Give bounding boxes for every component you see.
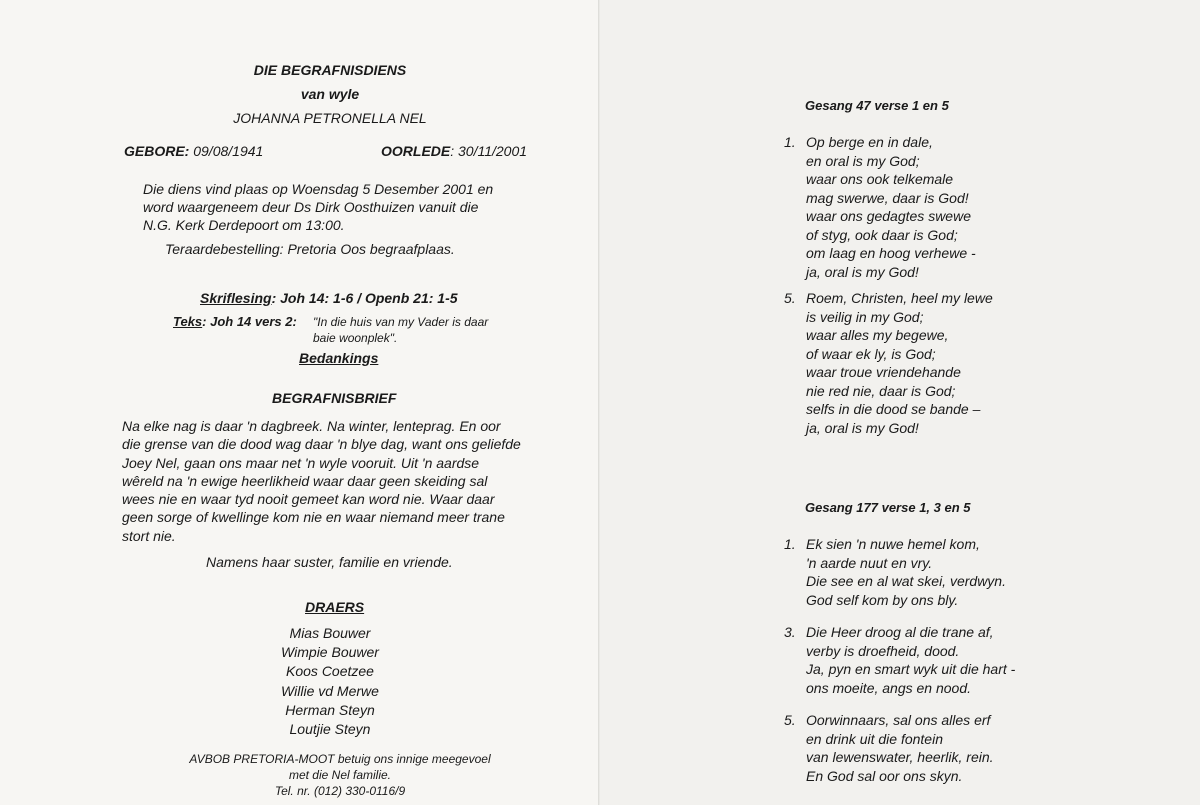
verse-number: 1.	[784, 134, 796, 150]
hymn1-verse-5	[784, 289, 993, 437]
verse-line: Oorwinnaars, sal ons alles erf	[806, 712, 991, 728]
sermon-text-row	[173, 314, 297, 329]
letter-line: geen sorge of kwellinge kom nie en waar niemand meer trane	[122, 509, 505, 526]
verse-line: en drink uit die fontein	[806, 730, 943, 747]
text-label: Teks	[173, 314, 203, 329]
hymn1-title: Gesang 47 verse 1 en 5	[805, 98, 949, 113]
hymn2-verse-1	[784, 535, 1006, 609]
letter-line: die grense van die dood wag daar 'n blye dag, want ons geliefde	[122, 436, 521, 453]
verse-line: 'n aarde nuut en vry.	[806, 554, 933, 571]
verse-line: Ja, pyn en smart wyk uit die hart -	[806, 661, 1016, 677]
scripture-reading	[200, 290, 458, 306]
verse-number: 5.	[784, 290, 796, 306]
verse-line: of waar ek ly, is God;	[806, 345, 936, 362]
verse-line: selfs in die dood se bande –	[806, 401, 981, 417]
bearer: Willie vd Merwe	[281, 682, 379, 699]
born-label: GEBORE:	[124, 143, 190, 159]
thanks-heading: Bedankings	[299, 350, 379, 366]
bearers-title: DRAERS	[305, 599, 365, 615]
hymn1-verse-1	[784, 133, 976, 281]
born-row	[124, 143, 263, 159]
died-colon: :	[450, 143, 455, 159]
verse-line: Roem, Christen, heel my lewe	[806, 290, 993, 306]
bearer: Loutjie Steyn	[289, 721, 371, 738]
deceased-name: JOHANNA PETRONELLA NEL	[233, 110, 427, 126]
verse-number: 3.	[784, 624, 796, 640]
scripture-label: Skriflesing	[200, 290, 272, 306]
verse-line: is veilig in my God;	[806, 308, 924, 325]
died-date: 30/11/2001	[458, 143, 528, 159]
verse-line: en oral is my God;	[806, 152, 920, 169]
verse-line: ons moeite, angs en nood.	[806, 679, 972, 696]
verse-line: Op berge en in dale,	[806, 134, 933, 150]
verse-line: om laag en hoog verhewe -	[806, 245, 976, 261]
verse-line: ja, oral is my God!	[806, 263, 919, 280]
burial-info: Teraardebestelling: Pretoria Oos begraafplaas.	[165, 241, 455, 257]
bearers-list	[230, 624, 430, 739]
bearer: Koos Coetzee	[286, 663, 374, 680]
text-ref: : Joh 14 vers 2:	[202, 314, 297, 329]
on-behalf: Namens haar suster, familie en vriende.	[206, 554, 453, 570]
service-title: DIE BEGRAFNISDIENS	[253, 62, 407, 78]
avbob-line: AVBOB PRETORIA-MOOT betuig ons innige meegevoel	[189, 752, 491, 766]
text-quote-2: baie woonplek".	[313, 331, 398, 345]
avbob-phone: Tel. nr. (012) 330-0116/9	[274, 784, 406, 798]
verse-line: waar ons ook telkemale	[806, 171, 954, 187]
hymn2-verse-3	[784, 623, 1016, 697]
letter-line: wees nie en waar tyd nooit gemeet kan word nie. Waar daar	[122, 491, 495, 508]
service-line: N.G. Kerk Derdepoort om 13:00.	[143, 217, 345, 233]
service-line: word waargeneem deur Ds Dirk Oosthuizen vanuit die	[143, 199, 479, 215]
letter-line: Na elke nag is daar 'n dagbreek. Na winter, lenteprag. En oor	[122, 418, 501, 434]
verse-line: waar ons gedagtes swewe	[806, 208, 971, 224]
died-label: OORLEDE	[381, 143, 451, 159]
avbob-notice	[130, 751, 550, 799]
letter-title: BEGRAFNISBRIEF	[272, 390, 397, 406]
died-row	[381, 143, 527, 159]
verse-line: ja, oral is my God!	[806, 419, 919, 436]
letter-line: wêreld na 'n ewige heerlikheid waar daar geen skeiding sal	[122, 472, 488, 489]
service-details	[143, 180, 543, 234]
verse-line: Die Heer droog al die trane af,	[806, 624, 994, 640]
verse-line: van lewenswater, heerlik, rein.	[806, 749, 994, 765]
verse-line: Die see en al wat skei, verdwyn.	[806, 573, 1006, 589]
hymn2-title: Gesang 177 verse 1, 3 en 5	[805, 500, 971, 515]
bearer: Wimpie Bouwer	[281, 644, 379, 661]
letter-line: Joey Nel, gaan ons maar net 'n wyle vooruit. Uit 'n aardse	[122, 454, 480, 471]
hymn2-verse-5	[784, 711, 994, 785]
verse-line: mag swerwe, daar is God!	[806, 189, 969, 206]
verse-line: En God sal oor ons skyn.	[806, 767, 963, 784]
verse-line: of styg, ook daar is God;	[806, 226, 958, 243]
verse-line: nie red nie, daar is God;	[806, 382, 956, 399]
verse-line: Ek sien 'n nuwe hemel kom,	[806, 536, 980, 552]
letter-line: stort nie.	[122, 527, 176, 544]
verse-line: verby is droefheid, dood.	[806, 642, 960, 659]
scripture-text: : Joh 14: 1-6 / Openb 21: 1-5	[271, 290, 458, 306]
bearer: Mias Bouwer	[289, 625, 371, 641]
verse-line: waar troue vriendehande	[806, 364, 961, 380]
born-date: 09/08/1941	[193, 143, 264, 159]
verse-line: God self kom by ons bly.	[806, 591, 959, 608]
van-wyle: van wyle	[300, 86, 360, 102]
verse-number: 1.	[784, 536, 796, 552]
service-line: Die diens vind plaas op Woensdag 5 Desember 2001 en	[143, 181, 494, 197]
avbob-line: met die Nel familie.	[288, 768, 392, 782]
letter-body	[122, 417, 562, 545]
right-page	[600, 0, 1200, 805]
verse-number: 5.	[784, 712, 796, 728]
text-quote-1: "In die huis van my Vader is daar	[313, 315, 489, 329]
bearer: Herman Steyn	[285, 701, 375, 718]
verse-line: waar alles my begewe,	[806, 327, 949, 343]
